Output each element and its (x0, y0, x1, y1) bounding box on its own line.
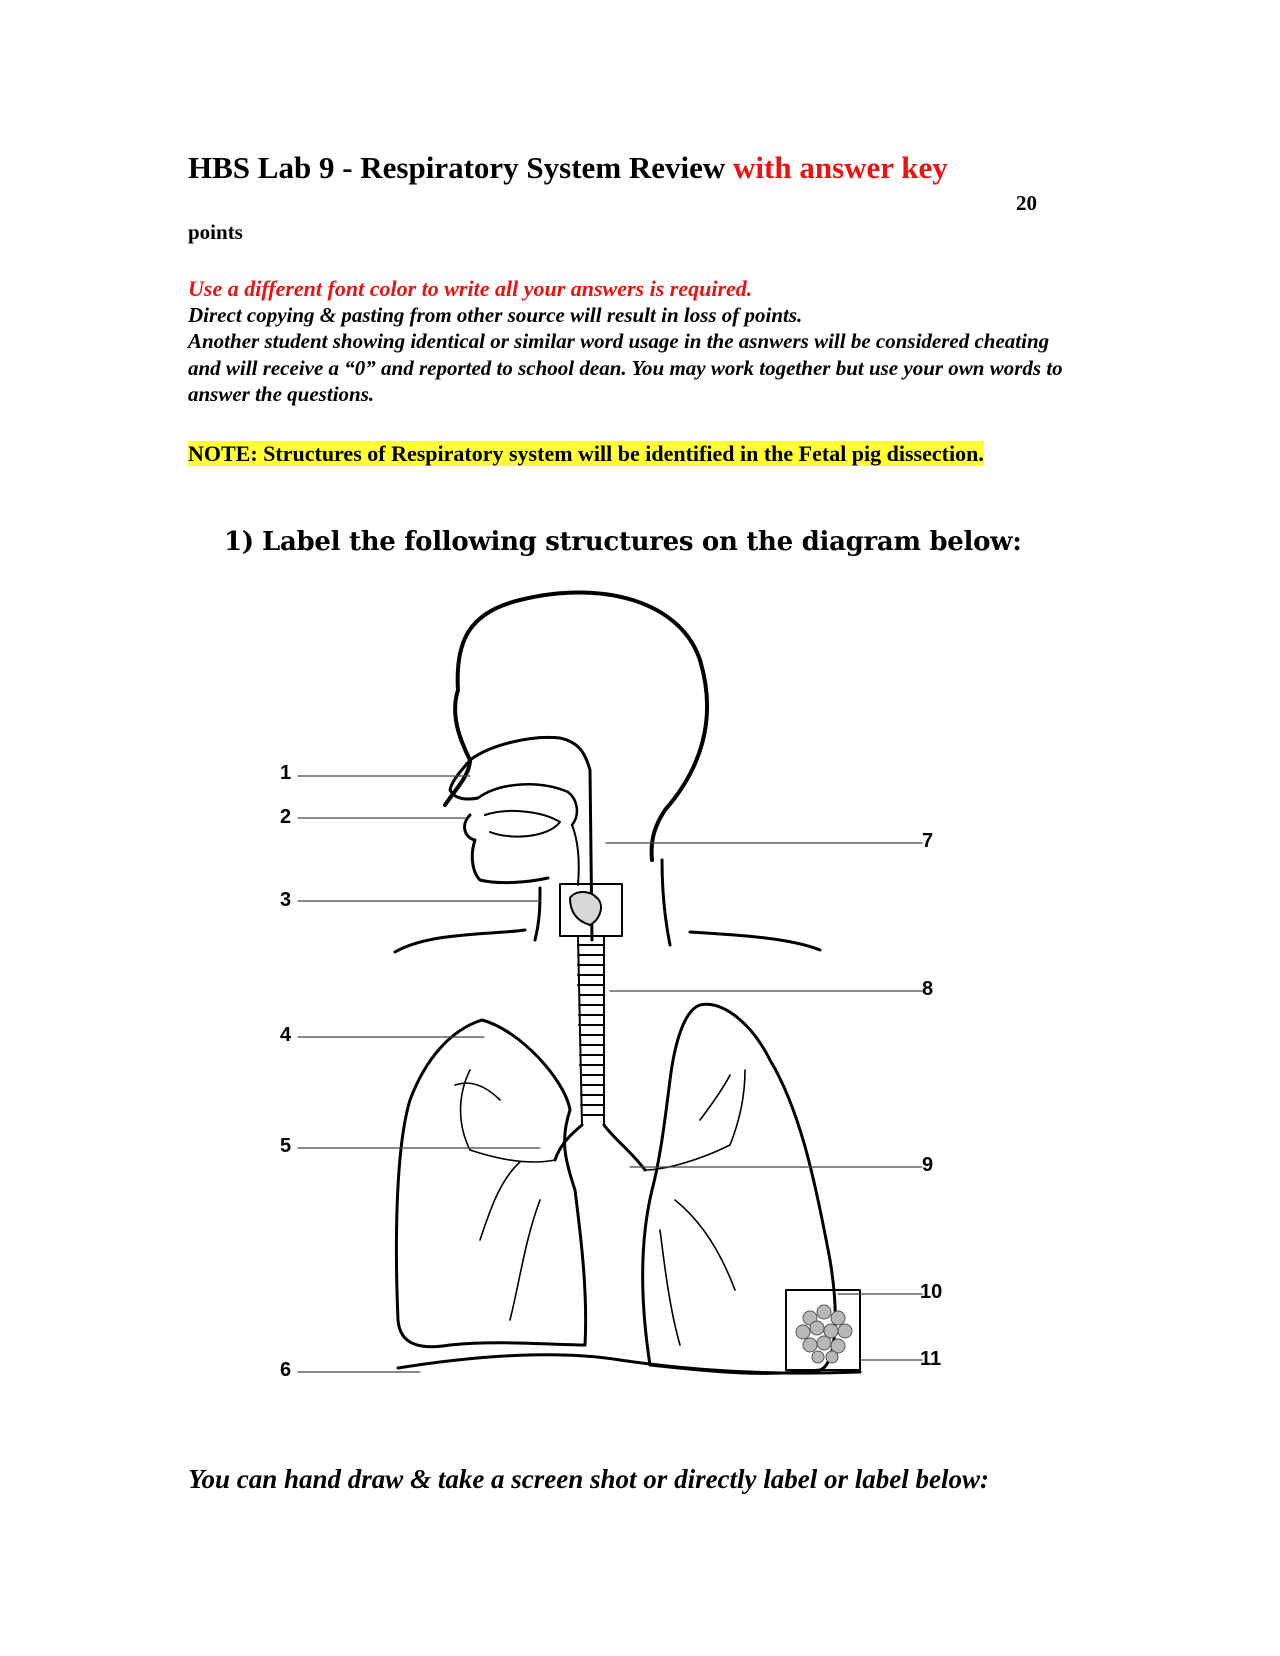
diagram-label-1: 1 (280, 762, 292, 784)
diagram-label-4: 4 (280, 1024, 292, 1046)
alveoli-cluster (796, 1305, 852, 1363)
oral-cavity (478, 784, 577, 825)
diagram-label-8: 8 (922, 978, 934, 1000)
note-highlight: NOTE: Structures of Respiratory system will be identified in the Fetal pig dissection. (188, 441, 984, 466)
question-1-text: Label the following structures on the diagram below: (262, 527, 1022, 557)
pharynx-front (572, 825, 579, 885)
instruction-no-copying: Direct copying & pasting from other source will result in loss of points. (188, 303, 803, 327)
diagram-label-11: 11 (920, 1348, 942, 1370)
shoulder-left (395, 930, 525, 952)
tongue (485, 811, 560, 837)
diagram-label-10: 10 (920, 1281, 943, 1303)
footer-instruction: You can hand draw & take a screen shot or directly label or label below: (188, 1464, 989, 1494)
bronchial-tree (455, 1070, 745, 1345)
leader-lines (298, 776, 922, 1372)
instruction-cheating: Another student showing identical or similar word usage in the asnwers will be considered cheating and will receive a “0” and reported to school dean. You may work together but use your own words to answer the questions. (188, 329, 1063, 406)
chin-profile (465, 815, 548, 883)
points-value: 20 (1016, 191, 1037, 215)
question-1-number: 1) (224, 527, 254, 557)
diagram-label-5: 5 (280, 1135, 292, 1157)
larynx-shape (570, 892, 601, 925)
shoulder-right (690, 932, 820, 950)
diagram-label-2: 2 (280, 806, 292, 828)
points-word: points (188, 220, 243, 244)
neck-left (535, 888, 540, 940)
instruction-required-color: Use a different font color to write all your answers is required. (188, 276, 753, 301)
diagram-label-7: 7 (922, 830, 934, 852)
diagram-label-3: 3 (280, 889, 292, 911)
title-answer-key: with answer key (733, 150, 948, 185)
neck-right (662, 860, 670, 945)
title-main: HBS Lab 9 - Respiratory System Review (188, 150, 726, 185)
left-lung (396, 1020, 585, 1347)
trachea (578, 936, 604, 1125)
diagram-label-6: 6 (280, 1359, 292, 1381)
diagram-label-9: 9 (922, 1154, 934, 1176)
